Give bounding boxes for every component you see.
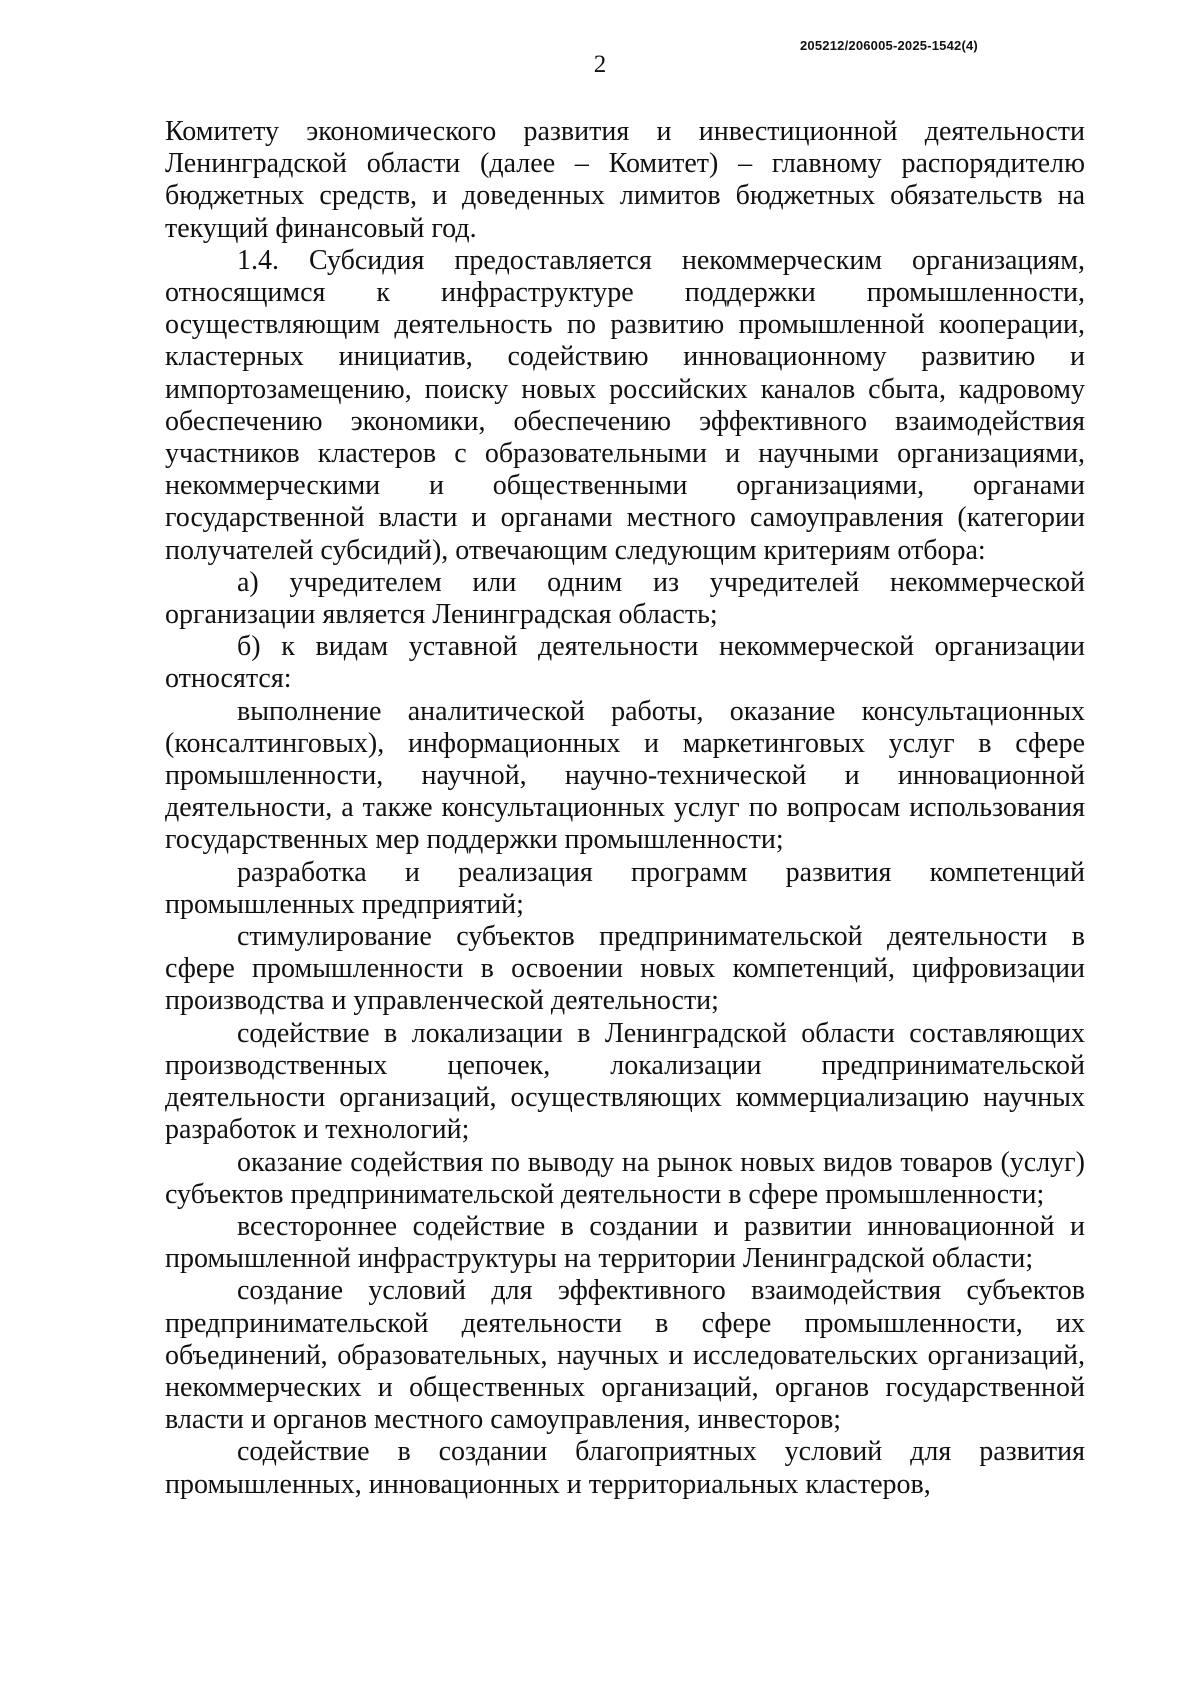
- criterion-a: а) учредителем или одним из учредителей некоммерческой организации является Ленинградская область;: [165, 566, 1085, 631]
- activity-infrastructure: всестороннее содействие в создании и развитии инновационной и промышленной инфраструктуры на территории Ленинградской области;: [165, 1210, 1085, 1275]
- activity-stimulation: стимулирование субъектов предпринимательской деятельности в сфере промышленности в освоении новых компетенций, цифровизации производства и управленческой деятельности;: [165, 921, 1085, 1017]
- paragraph-1-4: 1.4. Субсидия предоставляется некоммерческим организациям, относящимся к инфраструктуре поддержки промышленности, осуществляющим деятельность по развитию промышленной кооперации, кластерных инициатив, содействию инновационному развитию и импортозамещению, поиску новых российских каналов сбыта, кадровому обеспечению экономики, обеспечению эффективного взаимодействия участников кластеров с образовательными и научными организациями, некоммерческими и общественными организациями, органами государственной власти и органами местного самоуправления (категории получателей субсидий), отвечающим следующим критериям отбора:: [165, 244, 1085, 566]
- activity-localization: содействие в локализации в Ленинградской области составляющих производственных цепочек, локализации предпринимательской деятельности организаций, осуществляющих коммерциализацию научных разработок и технологий;: [165, 1017, 1085, 1146]
- document-id: 205212/206005-2025-1542(4): [800, 38, 978, 53]
- activity-market-entry: оказание содействия по выводу на рынок новых видов товаров (услуг) субъектов предпринимательской деятельности в сфере промышленности;: [165, 1146, 1085, 1210]
- activity-interaction: создание условий для эффективного взаимодействия субъектов предпринимательской деятельности в сфере промышленности, их объединений, образовательных, научных и исследовательских организаций, некоммерческих и общественных организаций, органов государственной власти и органов местного самоуправления, инвесторов;: [165, 1275, 1085, 1436]
- document-body: [165, 116, 1085, 1501]
- paragraph-committee: Комитету экономического развития и инвестиционной деятельности Ленинградской области (далее – Комитет) – главному распорядителю бюджетных средств, и доведенных лимитов бюджетных обязательств на текущий финансовый год.: [165, 116, 1085, 244]
- page-number: 2: [593, 51, 607, 78]
- activity-competencies: разработка и реализация программ развития компетенций промышленных предприятий;: [165, 856, 1085, 920]
- activity-clusters: содействие в создании благоприятных условий для развития промышленных, инновационных и территориальных кластеров,: [165, 1436, 1085, 1500]
- activity-analytics: выполнение аналитической работы, оказание консультационных (консалтинговых), информационных и маркетинговых услуг в сфере промышленности, научной, научно-технической и инновационной деятельности, а также консультационных услуг по вопросам использования государственных мер поддержки промышленности;: [165, 695, 1085, 856]
- criterion-b: б) к видам уставной деятельности некоммерческой организации относятся:: [165, 631, 1085, 695]
